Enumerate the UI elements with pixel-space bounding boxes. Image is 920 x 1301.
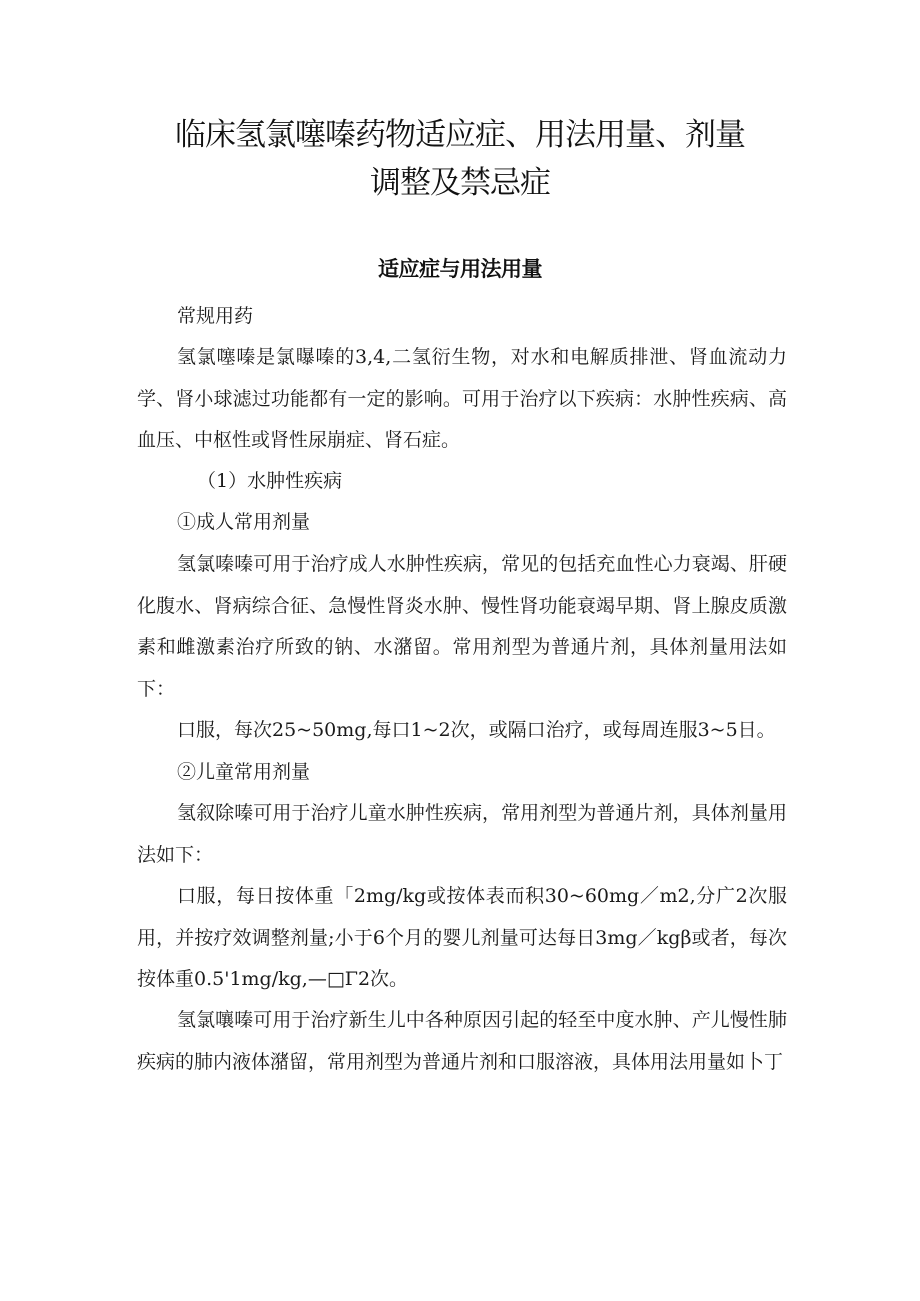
document-title-line-1: 临床氢氯噻嗪药物适应症、用法用量、剂量 <box>175 117 745 153</box>
paragraph-adult-indications: 氢氯嗪嗪可用于治疗成人水肿性疾病，常见的包括充血性心力衰竭、肝硬化腹水、肾病综合征、急慢性肾炎水肿、慢性肾功能衰竭早期、肾上腺皮质激素和雌激素治疗所致的钠、水潴留。常用剂型为普通片剂，具体剂量用法如下： <box>137 553 787 700</box>
paragraph-child-indications: 氢叙除嗪可用于治疗儿童水肿性疾病，常用剂型为普通片剂，具体剂量用法如下： <box>137 802 787 866</box>
section-heading: 适应症与用法用量 <box>378 257 542 281</box>
paragraph-edema-heading: （1）水肿性疾病 <box>197 470 343 492</box>
paragraph-adult-dose-heading: ①成人常用剂量 <box>177 511 311 533</box>
document-title-line-2: 调整及禁忌症 <box>370 165 550 201</box>
paragraph-child-dosage: 口服，每日按体重「2mg/kg或按体表而积30~60mg／m2,分广2次服用，并按疗效调整剂量;小于6个月的婴儿剂量可达每日3mg／kgβ或者，每次按体重0.5'1mg/kg,—□Γ2次。 <box>137 885 787 990</box>
paragraph-child-dose-heading: ②儿童常用剂量 <box>177 761 311 783</box>
paragraph-adult-dosage: 口服，每次25~50mg,每口1~2次，或隔口治疗，或每周连服3~5日。 <box>177 719 776 741</box>
paragraph-neonate-indications: 氢氯嚷嗪可用于治疗新生儿中各种原因引起的轻至中度水肿、产儿慢性肺疾病的肺内液体潴留，常用剂型为普通片剂和口服溶液，具体用法用量如卜丁 <box>137 1009 787 1073</box>
paragraph-intro: 氢氯噻嗪是氯曝嗪的3,4,二氢衍生物，对水和电解质排泄、肾血流动力学、肾小球滤过功能都有一定的影响。可用于治疗以下疾病：水肿性疾病、高血压、中枢性或肾性尿崩症、肾石症。 <box>137 346 787 451</box>
paragraph-routine-medication: 常规用药 <box>177 305 254 327</box>
